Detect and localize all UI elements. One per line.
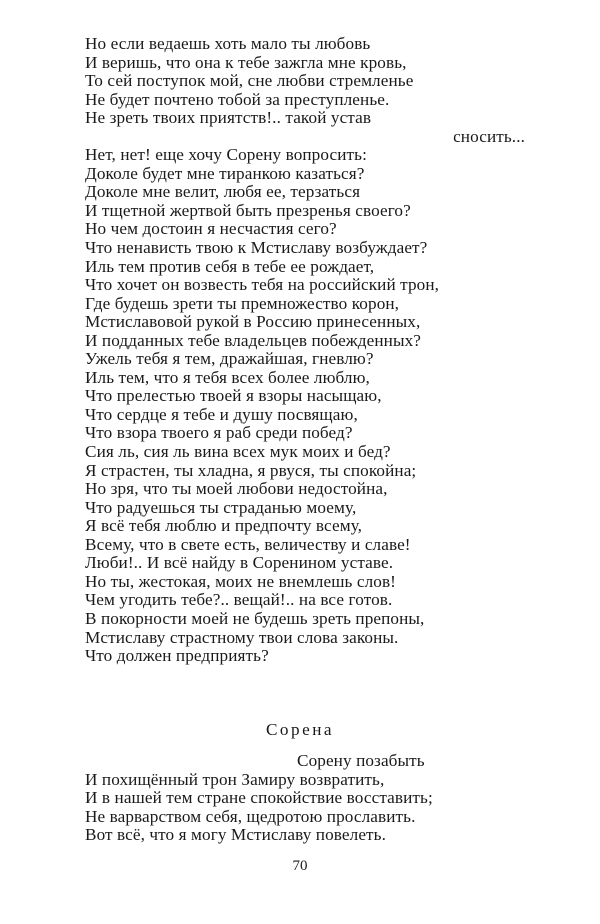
verse-line: В покорности моей не будешь зреть препоны, bbox=[85, 608, 425, 628]
verse-line: Сия ль, сия ль вина всех мук моих и бед? bbox=[85, 442, 391, 462]
speaker-name: Сорена bbox=[265, 720, 335, 739]
verse-line: Но зря, что ты моей любови недостойна, bbox=[85, 479, 388, 499]
verse-line: Я страстен, ты хладна, я рвуся, ты спокойна; bbox=[85, 460, 417, 480]
verse-line: Всему, что в свете есть, величеству и славе! bbox=[85, 534, 411, 554]
verse-line: Где будешь зрети ты премножество корон, bbox=[85, 293, 400, 313]
verse-line: Чем угодить тебе?.. вещай!.. на все готов. bbox=[85, 590, 393, 610]
verse-line: Доколе будет мне тиранкою казаться? bbox=[85, 163, 365, 183]
verse-block-mstislav bbox=[85, 35, 525, 666]
verse-line: То сей поступок мой, сне любви стремленье bbox=[85, 71, 414, 91]
verse-line: И тщетной жертвой быть презренья своего? bbox=[85, 200, 411, 220]
verse-line: Но чем достоин я несчастия сего? bbox=[85, 219, 337, 239]
verse-line: Что прелестью твоей я взоры насыщаю, bbox=[85, 386, 382, 406]
verse-line: Но если ведаешь хоть мало ты любовь bbox=[85, 34, 371, 53]
verse-line: Нет, нет! еще хочу Сорену вопросить: bbox=[85, 145, 367, 165]
verse-line: Не будет почтено тобой за преступленье. bbox=[85, 89, 390, 109]
verse-line: И веришь, что она к тебе зажгла мне кровь, bbox=[85, 52, 407, 72]
verse-line: Мстиславовой рукой в Россию принесенных, bbox=[85, 312, 421, 332]
verse-line: Люби!.. И всё найду в Соренином уставе. bbox=[85, 553, 394, 573]
verse-line: И подданных тебе владельцев побежденных? bbox=[85, 330, 422, 350]
verse-line: Что должен предприять? bbox=[85, 646, 269, 666]
verse-line: И в нашей тем стране спокойствие восставить; bbox=[85, 788, 433, 808]
page-number: 70 bbox=[292, 858, 308, 874]
verse-line: Доколе мне велит, любя ее, терзаться bbox=[85, 182, 361, 202]
verse-line: Мстиславу страстному твои слова законы. bbox=[85, 627, 399, 647]
verse-line: Что радуешься ты страданью моему, bbox=[85, 497, 357, 517]
verse-line: Вот всё, что я могу Мстиславу повелеть. bbox=[85, 825, 386, 845]
verse-line: Иль тем против себя в тебе ее рождает, bbox=[85, 256, 375, 276]
verse-line: Не зреть твоих приятств!.. такой устав bbox=[85, 108, 372, 128]
verse-line: Иль тем, что я тебя всех более люблю, bbox=[85, 367, 370, 387]
verse-line: И похищённый трон Замиру возвратить, bbox=[85, 769, 385, 789]
verse-block-sorena bbox=[85, 752, 525, 845]
verse-line-continuation: Сорену позабыть bbox=[297, 751, 425, 770]
verse-line: Я всё тебя люблю и предпочту всему, bbox=[85, 516, 363, 536]
verse-line-continuation: сносить... bbox=[453, 126, 525, 146]
verse-line: Что ненависть твою к Мстиславу возбуждает? bbox=[85, 238, 428, 258]
verse-line: Что сердце я тебе и душу посвящаю, bbox=[85, 404, 358, 424]
verse-line: Что хочет он возвесть тебя на российский трон, bbox=[85, 275, 440, 295]
verse-line: Но ты, жестокая, моих не внемлешь слов! bbox=[85, 571, 397, 591]
verse-line: Ужель тебя я тем, дражайшая, гневлю? bbox=[85, 349, 374, 369]
verse-line: Не варварством себя, щедротою прославить. bbox=[85, 806, 416, 826]
verse-line: Что взора твоего я раб среди побед? bbox=[85, 423, 353, 443]
